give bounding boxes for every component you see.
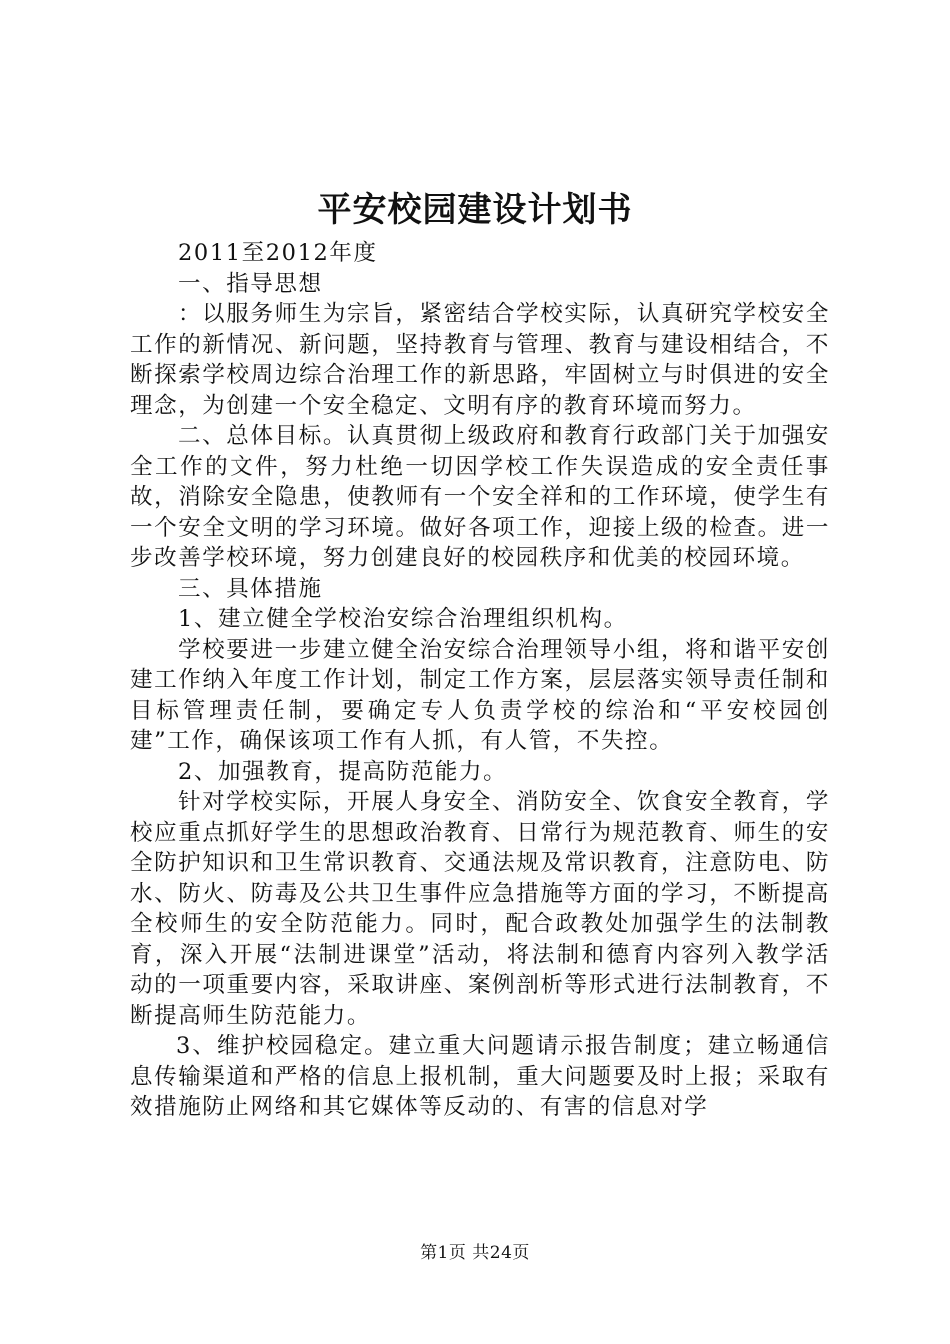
paragraph-measure-2-title: 2、加强教育，提高防范能力。 <box>178 758 508 785</box>
paragraph-measure-2-body: 针对学校实际，开展人身安全、消防安全、饮食安全教育，学校应重点抓好学生的思想政治教育、日常行为规范教育、师生的安全防护知识和卫生常识教育、交通法规及常识教育，注意防电、防水、防火、防毒及公共卫生事件应急措施等方面的学习，不断提高全校师生的安全防范能力。同时，配合政教处加强学生的法制教育，深入开展“法制进课堂”活动，将法制和德育内容列入教学活动的一项重要内容，采取讲座、案例剖析等形式进行法制教育，不断提高师生防范能力。 <box>130 789 830 1029</box>
document-title: 平安校园建设计划书 <box>317 190 633 230</box>
paragraph-heading-measures: 三、具体措施 <box>178 575 323 602</box>
page-number-footer: 第1页 共24页 <box>420 1243 530 1263</box>
document-body <box>130 238 830 1123</box>
paragraph-measure-1-title: 1、建立健全学校治安综合治理组织机构。 <box>178 606 628 632</box>
paragraph-overall-goal: 二、总体目标。认真贯彻上级政府和教育行政部门关于加强安全工作的文件，努力杜绝一切因学校工作失误造成的安全责任事故，消除安全隐患，使教师有一个安全祥和的工作环境，使学生有一个安全文明的学习环境。做好各项工作，迎接上级的检查。进一步改善学校环境，努力创建良好的校园秩序和优美的校园环境。 <box>130 423 830 571</box>
paragraph-measure-1-body: 学校要进一步建立健全治安综合治理领导小组，将和谐平安创建工作纳入年度工作计划，制定工作方案，层层落实领导责任制和目标管理责任制，要确定专人负责学校的综治和“平安校园创建”工作，确保该项工作有人抓，有人管，不失控。 <box>130 636 830 754</box>
paragraph-year: 2011至2012年度 <box>178 240 378 266</box>
paragraph-guiding-ideology: ：以服务师生为宗旨，紧密结合学校实际，认真研究学校安全工作的新情况、新问题，坚持教育与管理、教育与建设相结合，不断探索学校周边综合治理工作的新思路，牢固树立与时俱进的安全理念，为创建一个安全稳定、文明有序的教育环境而努力。 <box>130 301 830 419</box>
paragraph-heading-guiding-ideology: 一、指导思想 <box>178 270 323 297</box>
paragraph-measure-3: 3、维护校园稳定。建立重大问题请示报告制度；建立畅通信息传输渠道和严格的信息上报机制，重大问题要及时上报；采取有效措施防止网络和其它媒体等反动的、有害的信息对学 <box>130 1033 830 1120</box>
